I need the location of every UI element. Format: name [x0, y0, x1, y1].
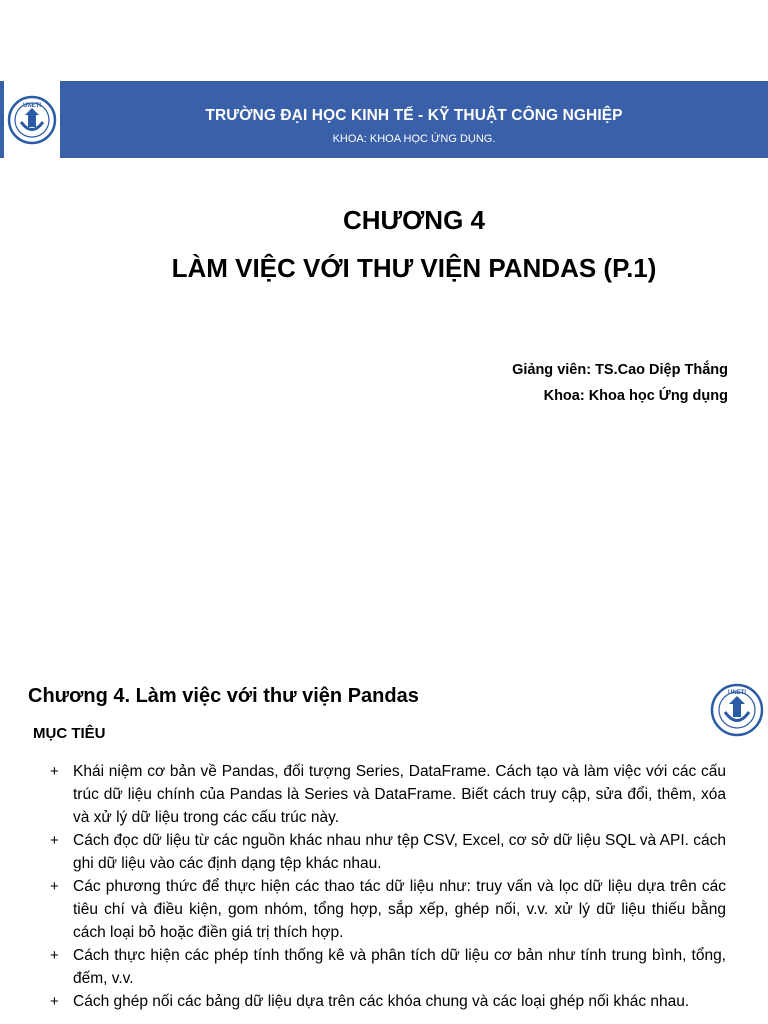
faculty-name: KHOA: KHOA HỌC ỨNG DỤNG. — [332, 133, 496, 145]
objective-text: Cách đọc dữ liệu từ các nguồn khác nhau như tệp CSV, Excel, cơ sở dữ liệu SQL và API. cách ghi dữ liệu vào các định dạng tệp khác nhau. — [73, 832, 726, 872]
plus-bullet-icon: + — [50, 993, 59, 1010]
plus-bullet-icon: + — [50, 947, 59, 964]
plus-bullet-icon: + — [50, 763, 59, 780]
objective-text: Cách ghép nối các bảng dữ liệu dựa trên các khóa chung và các loại ghép nối khác nhau. — [73, 993, 690, 1010]
university-name: TRƯỜNG ĐẠI HỌC KINH TẾ - KỸ THUẬT CÔNG NGHIỆP — [205, 107, 623, 124]
section-heading: MỤC TIÊU — [33, 725, 106, 742]
header-banner — [0, 81, 768, 158]
slide-title: Chương 4. Làm việc với thư viện Pandas — [28, 685, 419, 707]
plus-bullet-icon: + — [50, 832, 59, 849]
lecturer-info: Giảng viên: TS.Cao Diệp Thắng — [512, 362, 728, 378]
list-item — [50, 990, 726, 1013]
objective-text: Cách thực hiện các phép tính thống kê và phân tích dữ liệu cơ bản như tính trung bình, tổng, đếm, v.v. — [73, 947, 726, 987]
banner-text — [60, 81, 768, 158]
objective-text: Các phương thức để thực hiện các thao tác dữ liệu như: truy vấn và lọc dữ liệu dựa trên các tiêu chí và điều kiện, gom nhóm, tổng hợp, sắp xếp, ghép nối, v.v. xử lý dữ liệu thiếu bằng cách loại bỏ hoặc điền giá trị thích hợp. — [73, 878, 726, 941]
plus-bullet-icon: + — [50, 878, 59, 895]
chapter-title: LÀM VIỆC VỚI THƯ VIỆN PANDAS (P.1) — [171, 253, 657, 283]
list-item — [50, 944, 726, 990]
uneti-logo-icon — [710, 677, 764, 739]
uneti-logo-icon — [7, 95, 57, 145]
objectives-slide — [0, 652, 768, 1024]
logo-text: UNETI — [728, 690, 746, 696]
logo-text: UNETI — [23, 102, 41, 109]
university-logo — [4, 81, 60, 158]
list-item — [50, 829, 726, 875]
objectives-list — [50, 760, 726, 1013]
objective-text: Khái niệm cơ bản về Pandas, đối tượng Series, DataFrame. Cách tạo và làm việc với các cấu trúc dữ liệu chính của Pandas là Series và DataFrame. Biết cách truy cập, sửa đổi, thêm, xóa và xử lý dữ liệu trong các cấu trúc này. — [73, 763, 726, 826]
university-logo-small — [710, 677, 764, 744]
department-info: Khoa: Khoa học Ứng dụng — [543, 388, 728, 404]
list-item — [50, 875, 726, 944]
chapter-number: CHƯƠNG 4 — [343, 205, 485, 235]
list-item — [50, 760, 726, 829]
